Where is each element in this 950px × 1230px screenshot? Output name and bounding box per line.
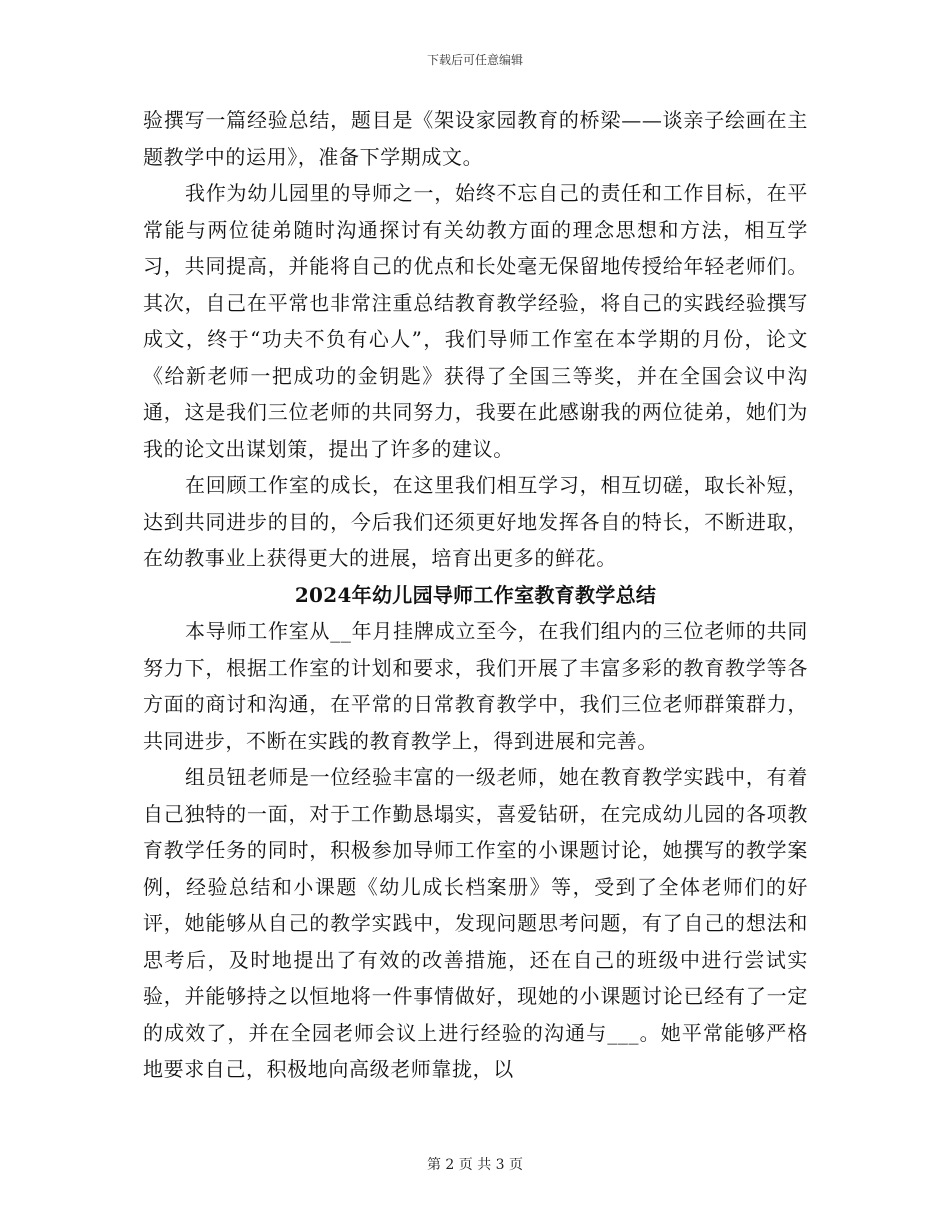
paragraph-studio-intro: 本导师工作室从__年月挂牌成立至今，在我们组内的三位老师的共同努力下，根据工作室的计划和要求，我们开展了丰富多彩的教育教学等各方面的商讨和沟通，在平常的日常教育教学中，我们三位老师群策群力，共同进步，不断在实践的教育教学上，得到进展和完善。: [143, 619, 808, 753]
paragraph-review: 在回顾工作室的成长，在这里我们相互学习，相互切磋，取长补短，达到共同进步的目的，今后我们还须更好地发挥各自的特长，不断进取，在幼教事业上获得更大的进展，培育出更多的鲜花。: [143, 473, 808, 570]
page-header-note: 下载后可任意编辑: [426, 53, 523, 67]
paragraph-continuation: 验撰写一篇经验总结，题目是《架设家园教育的桥梁——谈亲子绘画在主题教学中的运用》，准备下学期成文。: [143, 108, 808, 169]
document-body: [143, 102, 808, 1088]
paragraph-mentor-role: 我作为幼儿园里的导师之一，始终不忘自己的责任和工作目标，在平常能与两位徒弟随时沟通探讨有关幼教方面的理念思想和方法，相互学习，共同提高，并能将自己的优点和长处毫无保留地传授给年轻老师们。其次，自己在平常也非常注重总结教育教学经验，将自己的实践经验撰写成文，终于“功夫不负有心人”，我们导师工作室在本学期的月份，论文《给新老师一把成功的金钥匙》获得了全国三等奖，并在全国会议中沟通，这是我们三位老师的共同努力，我要在此感谢我的两位徒弟，她们为我的论文出谋划策，提出了许多的建议。: [143, 181, 808, 461]
section-title: 2024年幼儿园导师工作室教育教学总结: [294, 582, 657, 607]
paragraph-member-niu: 组员钮老师是一位经验丰富的一级老师，她在教育教学实践中，有着自己独特的一面，对于工作勤恳塌实，喜爱钻研，在完成幼儿园的各项教育教学任务的同时，积极参加导师工作室的小课题讨论，她撰写的教学案例，经验总结和小课题《幼儿成长档案册》等，受到了全体老师们的好评，她能够从自己的教学实践中，发现问题思考问题，有了自己的想法和思考后，及时地提出了有效的改善措施，还在自己的班级中进行尝试实验，并能够持之以恒地将一件事情做好，现她的小课题讨论已经有了一定的成效了，并在全园老师会议上进行经验的沟通与___。她平常能够严格地要求自己，积极地向高级老师靠拢，以: [143, 765, 808, 1081]
page-number: 第 2 页 共 3 页: [426, 1157, 524, 1173]
